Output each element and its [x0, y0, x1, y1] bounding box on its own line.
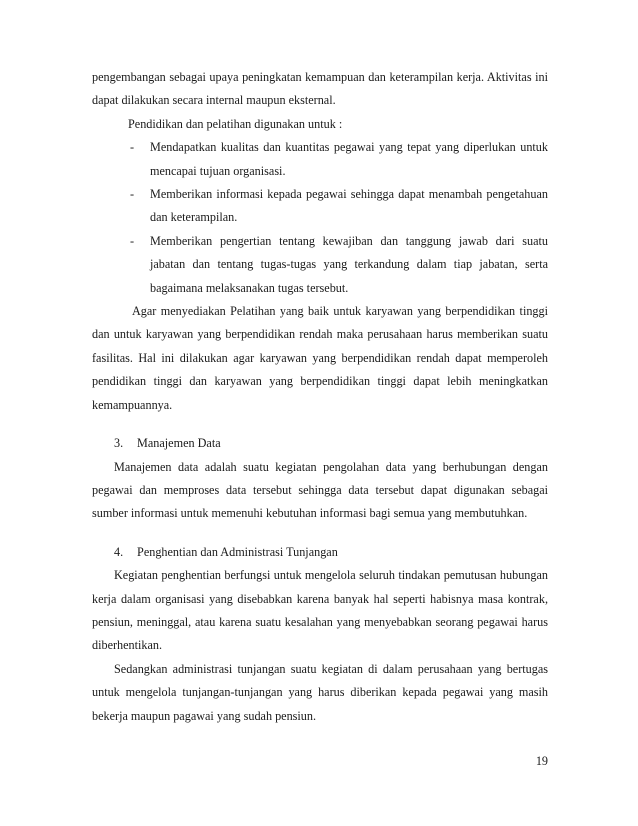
paragraph-penghentian: Kegiatan penghentian berfungsi untuk mengelola seluruh tindakan pemutusan hubungan kerja dalam organisasi yang disebabkan karena banyak hal seperti habisnya masa kontrak, pensiun, meninggal, atau karena suatu kesalahan yang menyebabkan seorang pegawai harus diberhentikan. — [92, 568, 548, 653]
paragraph-administrasi-tunjangan: Sedangkan administrasi tunjangan suatu kegiatan di dalam perusahaan yang bertugas untuk mengelola tunjangan-tunjangan yang harus diberikan kepada pegawai yang masih bekerja maupun pagawai yang sudah pensiun. — [92, 661, 548, 723]
list-lead-in: Pendidikan dan pelatihan digunakan untuk : — [128, 116, 343, 131]
list-item-text: Memberikan informasi kepada pegawai sehingga dapat menambah pengetahuan dan keterampilan. — [150, 187, 548, 225]
list-item — [92, 230, 548, 300]
list-item-text: Memberikan pengertian tentang kewajiban dan tanggung jawab dari suatu jabatan dan tentang tugas-tugas yang terkandung dalam tiap jabatan, serta bagaimana melaksanakan tugas tersebut. — [150, 233, 548, 295]
section-title: Manajemen Data — [137, 436, 221, 451]
bullet-dash: - — [130, 140, 135, 155]
section-title: Penghentian dan Administrasi Tunjangan — [137, 544, 338, 559]
section-number: 4. — [114, 544, 124, 559]
purpose-list — [92, 136, 548, 300]
section-heading-4 — [92, 541, 548, 564]
paragraph-pelatihan: Agar menyediakan Pelatihan yang baik untuk karyawan yang berpendidikan tinggi dan untuk karyawan yang berpendidikan rendah maka perusahaan harus memberikan suatu fasilitas. Hal ini dilakukan agar karyawan yang berpendidikan rendah dapat memperoleh pendidikan tinggi dan karyawan yang berpendidikan tinggi dapat lebih meningkatkan kemampuannya. — [92, 304, 548, 412]
list-item-text: Mendapatkan kualitas dan kuantitas pegawai yang tepat yang diperlukan untuk mencapai tujuan organisasi. — [150, 140, 548, 178]
bullet-dash: - — [130, 187, 135, 202]
paragraph-intro: pengembangan sebagai upaya peningkatan kemampuan dan keterampilan kerja. Aktivitas ini dapat dilakukan secara internal maupun eksternal. — [92, 70, 548, 108]
list-item — [92, 183, 548, 230]
list-item — [92, 136, 548, 183]
page-content — [92, 66, 548, 728]
section-number: 3. — [114, 436, 124, 451]
bullet-dash: - — [130, 233, 135, 248]
section-heading-3 — [92, 432, 548, 455]
paragraph-manajemen-data: Manajemen data adalah suatu kegiatan pengolahan data yang berhubungan dengan pegawai dan memproses data tersebut sehingga data tersebut dapat digunakan sebagai sumber informasi untuk memenuhi kebutuhan informasi bagi semua yang membutuhkan. — [92, 459, 548, 521]
page-number: 19 — [535, 754, 548, 768]
